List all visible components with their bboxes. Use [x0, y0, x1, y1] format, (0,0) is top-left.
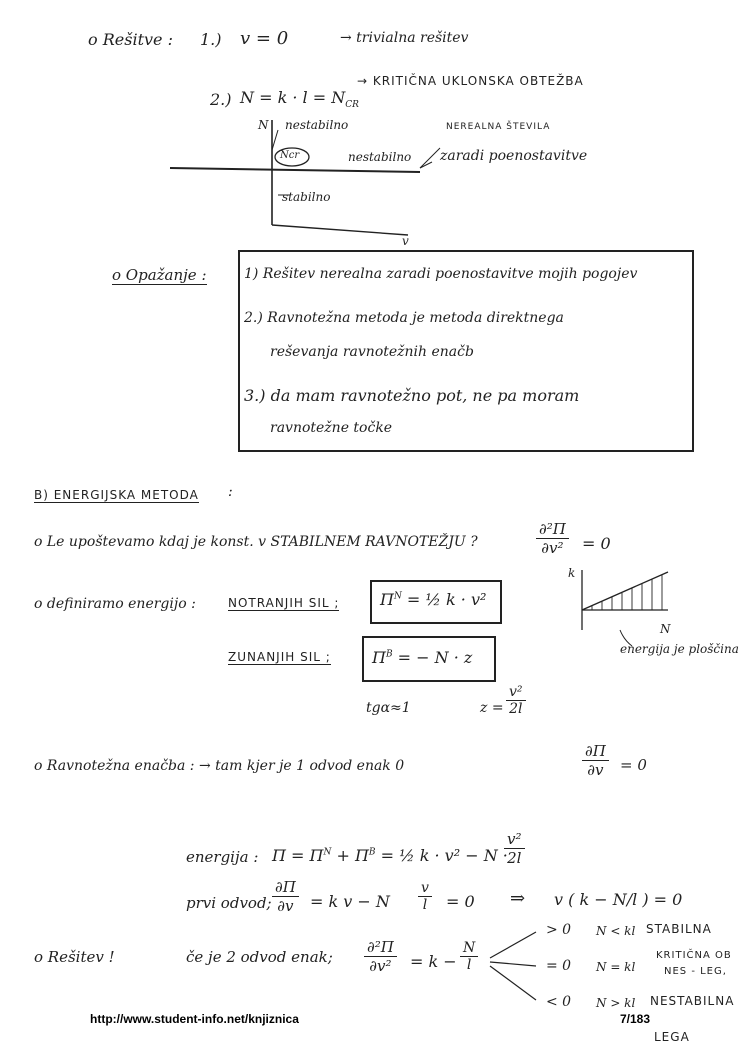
label-nestabilno-right: nestabilno	[348, 150, 412, 164]
energija-eq: $\Pi = \Pi^N + \Pi^B$ = ½ k · v² − N ·	[272, 846, 508, 865]
z-fraction: $\frac{\text{v²}}{2l}$	[506, 684, 526, 717]
r2-number: 2.)	[210, 90, 232, 109]
r1-number: 1.)	[200, 30, 222, 49]
label-stabilno: stabilno	[282, 190, 331, 204]
case2-cond: N = kl	[596, 960, 636, 974]
def-notranjih-label: NOTRANJIH SIL ;	[228, 596, 340, 610]
ravnotezna-fraction: $\frac{\partial\Pi}{\partial v}$	[582, 742, 609, 779]
prvi-result: v ( k − N/l ) = 0	[554, 890, 683, 909]
case3-result-line2: LEGA	[654, 1030, 690, 1044]
graph-axis-n-label: N	[258, 118, 269, 132]
case1-result: STABILNA	[646, 922, 712, 936]
note-line-2: zaradi poenostavitve	[440, 148, 588, 164]
opazovanje-item-3b: ravnotežne točke	[270, 420, 393, 436]
prvi-implies: ⇒	[510, 888, 526, 909]
case3-result-line1: NESTABILNA	[650, 994, 735, 1008]
footer-page-number: 7/183	[620, 1012, 651, 1026]
prvi-odvod-label: prvi odvod;	[186, 894, 272, 912]
drugi-mid: = k −	[410, 952, 457, 971]
energija-label: energija :	[186, 848, 259, 866]
case2-sign: = 0	[546, 958, 572, 974]
q-rhs: = 0	[582, 534, 611, 553]
aside-label-k: k	[568, 566, 576, 580]
case3-cond: N > kl	[596, 996, 636, 1010]
aside-caption: energija je ploščina	[620, 642, 739, 656]
def-label: o definiramo energijo :	[34, 596, 196, 612]
opazovanje-item-1: 1) Rešitev nerealna zaradi poenostavitve mojih pogojev	[244, 266, 638, 282]
label-ncr: Ncr	[280, 150, 300, 161]
def-zunanjih-label: ZUNANJIH SIL ;	[228, 650, 331, 664]
prvi-mid: = k v − N	[310, 892, 390, 911]
case1-cond: N < kl	[596, 924, 636, 938]
footer-url[interactable]: http://www.student-info.net/knjiznica	[90, 1012, 299, 1026]
resitev-label: o Rešitev !	[34, 948, 115, 966]
label-nestabilno-top: nestabilno	[285, 118, 349, 132]
z-lhs: z =	[480, 700, 504, 716]
drugi-fraction: $\frac{\text{∂²Π}}{\text{∂v²}}$	[364, 938, 397, 975]
ravnotezna-label: o Ravnotežna enačba : → tam kjer je 1 odvod enak 0	[34, 758, 405, 774]
opazovanje-item-2a: 2.) Ravnotežna metoda je metoda direktnega	[244, 310, 564, 326]
aside-label-n: N	[660, 622, 671, 636]
case2-result-line1: KRITIČNA OB	[656, 950, 732, 961]
stability-question: o Le upoštevamo kdaj je konst. v STABILNEM RAVNOTEŽJU ?	[34, 534, 478, 550]
r1-equation: v = 0	[240, 28, 289, 49]
q-fraction: $\frac{\text{∂²Π}}{\text{∂v²}}$	[536, 520, 569, 557]
drugi-fraction-2: $\frac{N}{l}$	[460, 940, 478, 973]
case3-sign: < 0	[546, 994, 572, 1010]
opazovanje-item-2b: reševanja ravnotežnih enačb	[270, 344, 474, 360]
r2-arrow-text: → KRITIČNA UKLONSKA OBTEŽBA	[357, 74, 584, 88]
opazovanje-item-3a: 3.) da mam ravnotežno pot, ne pa moram	[244, 386, 580, 405]
prvi-rhs: = 0	[446, 892, 475, 911]
section-b-heading-colon: :	[228, 484, 233, 500]
graph-axis-v-label: v	[402, 234, 409, 248]
note-line-1: NEREALNA ŠTEVILA	[446, 122, 551, 132]
drugi-odvod-label: če je 2 odvod enak;	[186, 948, 333, 966]
def-zunanjih-eq: $\Pi^B$ = − N · z	[372, 648, 473, 667]
prvi-fraction-2: $\frac{v}{l}$	[418, 880, 432, 913]
case2-result-line2: NES - LEG,	[664, 966, 727, 977]
r2-equation: $N = k \cdot l = N_{CR}$	[240, 88, 359, 111]
r1-arrow-text: → trivialna rešitev	[340, 30, 469, 46]
def-notranjih-eq: $\Pi^N$ = ½ k · v²	[380, 590, 487, 609]
energija-fraction: $\frac{\text{v²}}{2l}$	[504, 830, 525, 867]
section-b-heading: B) ENERGIJSKA METODA	[34, 488, 199, 502]
prvi-fraction: $\frac{\partial\Pi}{\partial v}$	[272, 878, 299, 915]
resitve-label: o Rešitve :	[88, 30, 173, 49]
opazovanje-label: o Opažanje :	[112, 266, 207, 284]
case1-sign: > 0	[546, 922, 572, 938]
scribble: tgα≈1	[366, 700, 411, 716]
ravnotezna-rhs: = 0	[620, 756, 647, 774]
